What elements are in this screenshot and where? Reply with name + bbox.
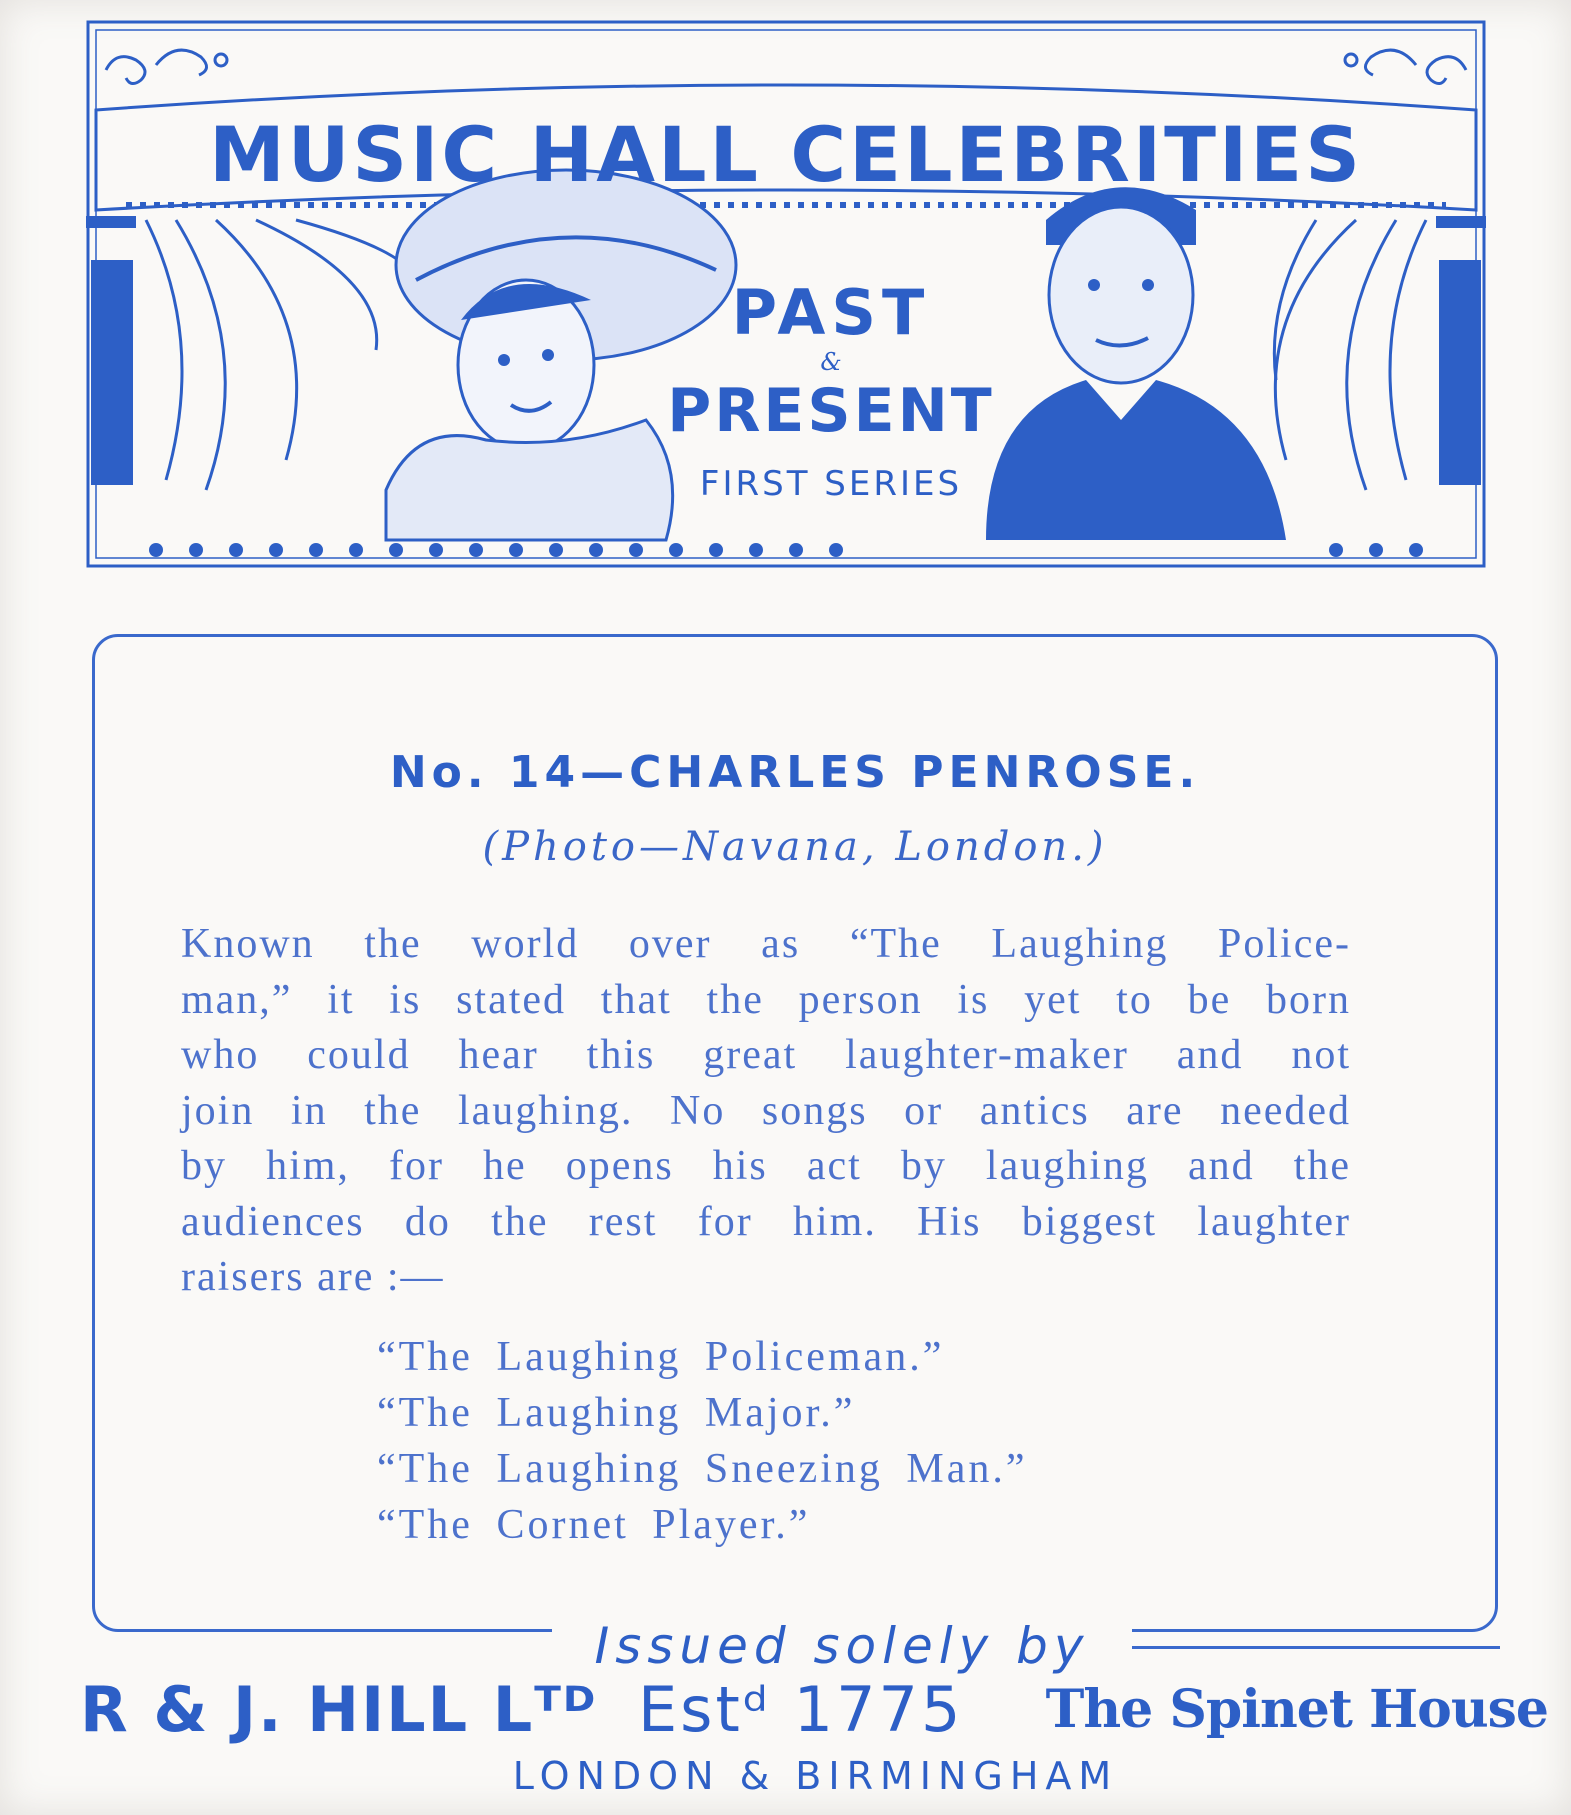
paragraph-line: raisers are :— [181, 1254, 445, 1300]
column-right [1439, 260, 1481, 485]
series-title: MUSIC HALL CELEBRITIES [209, 110, 1363, 199]
paragraph-line: who could hear this great laughter-maker and not [181, 1032, 1351, 1078]
biography-box [92, 634, 1498, 1632]
scroll-ornament-right-icon [1345, 50, 1466, 83]
footlights-icon [149, 543, 1423, 557]
list-item: “The Cornet Player.” [377, 1502, 811, 1548]
portrait-man-icon [986, 187, 1286, 540]
curtain-left-icon [146, 220, 416, 490]
brand-name: The Spinet House [1045, 1679, 1548, 1740]
established-date: Estᵈ 1775 [638, 1673, 964, 1746]
series-number-label: FIRST SERIES [699, 464, 963, 504]
paragraph-line: join in the laughing. No songs or antics are needed [181, 1087, 1351, 1134]
list-item: “The Laughing Sneezing Man.” [377, 1446, 1028, 1492]
paragraph-line: by him, for he opens his act by laughing and the [181, 1143, 1351, 1189]
curtain-right-icon [1274, 220, 1426, 490]
issued-by-label: Issued solely by [552, 1616, 1132, 1676]
list-item: “The Laughing Policeman.” [377, 1334, 945, 1380]
biography-paragraph [181, 917, 1351, 1306]
paragraph-line: audiences do the rest for him. His biggest laughter [181, 1198, 1351, 1245]
paragraph-line: Known the world over as “The Laughing Police- [181, 921, 1351, 967]
column-left [91, 260, 133, 485]
photo-credit: (Photo—Navana, London.) [482, 824, 1108, 870]
column-capital-right [1436, 216, 1486, 228]
stage-header [86, 20, 1486, 568]
rule-right [1120, 1646, 1500, 1649]
ampersand-label: & [820, 348, 842, 376]
scroll-ornament-left-icon [106, 50, 227, 83]
present-label: PRESENT [667, 376, 995, 446]
list-item: “The Laughing Major.” [377, 1390, 856, 1436]
card-heading: No. 14—CHARLES PENROSE. [389, 747, 1201, 798]
paragraph-line: man,” it is stated that the person is yet to be born [181, 976, 1351, 1023]
issued-by-rule [0, 1616, 1571, 1676]
column-capital-left [86, 216, 136, 228]
cities-label: LONDON & BIRMINGHAM [512, 1754, 1119, 1798]
past-label: PAST [731, 276, 931, 349]
songs-list [377, 1329, 1277, 1553]
maker-name: R & J. HILL Lᵀᴰ [80, 1673, 598, 1746]
